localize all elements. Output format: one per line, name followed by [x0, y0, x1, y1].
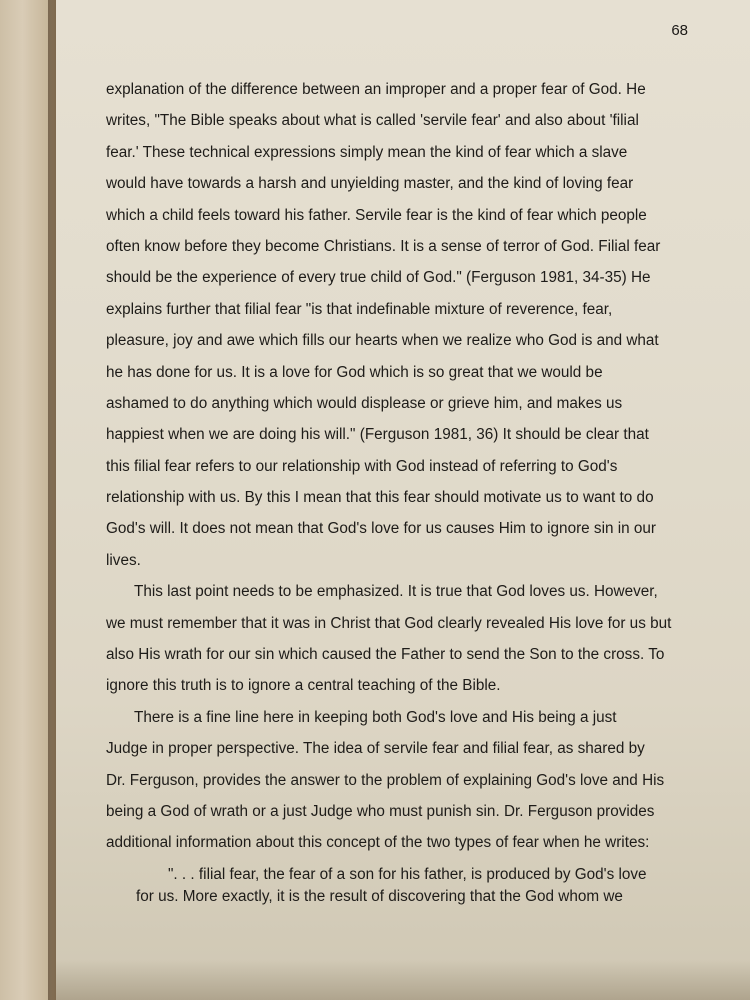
text-line: God's will. It does not mean that God's love for us causes Him to ignore sin in our: [106, 520, 656, 538]
text-line: should be the experience of every true child of God." (Ferguson 1981, 34-35) He: [106, 269, 651, 287]
text-line: he has done for us. It is a love for God which is so great that we would be: [106, 363, 603, 381]
body-text: [106, 74, 696, 859]
text-line: This last point needs to be emphasized. It is true that God loves us. However,: [134, 583, 658, 601]
block-quote: [136, 864, 696, 908]
text-line: ashamed to do anything which would displease or grieve him, and makes us: [106, 394, 623, 412]
text-line: Dr. Ferguson, provides the answer to the problem of explaining God's love and His: [106, 771, 665, 789]
text-line: There is a fine line here in keeping both God's love and His being a just: [134, 708, 617, 726]
text-line: writes, "The Bible speaks about what is called 'servile fear' and also about 'filial: [106, 112, 639, 130]
page-shadow: [56, 960, 750, 1000]
text-line: explanation of the difference between an improper and a proper fear of God. He: [106, 81, 646, 98]
text-line: also His wrath for our sin which caused the Father to send the Son to the cross. To: [106, 646, 665, 664]
page-number: 68: [671, 22, 688, 39]
quote-line: ". . . filial fear, the fear of a son for his father, is produced by God's love: [168, 866, 647, 883]
text-line: often know before they become Christians. It is a sense of terror of God. Filial fear: [106, 237, 661, 255]
text-line: additional information about this concept of the two types of fear when he writes:: [106, 834, 650, 852]
quote-line: for us. More exactly, it is the result of discovering that the God whom we: [136, 888, 623, 905]
text-line: ignore this truth is to ignore a central teaching of the Bible.: [106, 677, 501, 695]
text-line: lives.: [106, 551, 141, 569]
text-line: which a child feels toward his father. Servile fear is the kind of fear which people: [106, 206, 647, 224]
text-line: happiest when we are doing his will." (Ferguson 1981, 36) It should be clear that: [106, 426, 649, 444]
text-line: this filial fear refers to our relationship with God instead of referring to God's: [106, 457, 618, 475]
text-line: fear.' These technical expressions simply mean the kind of fear which a slave: [106, 143, 628, 161]
text-line: pleasure, joy and awe which fills our hearts when we realize who God is and what: [106, 332, 659, 350]
text-line: relationship with us. By this I mean that this fear should motivate us to want to do: [106, 489, 654, 507]
text-line: would have towards a harsh and unyielding master, and the kind of loving fear: [106, 175, 634, 193]
text-line: Judge in proper perspective. The idea of servile fear and filial fear, as shared by: [106, 740, 645, 758]
text-line: we must remember that it was in Christ that God clearly revealed His love for us but: [106, 614, 672, 632]
text-line: being a God of wrath or a just Judge who must punish sin. Dr. Ferguson provides: [106, 802, 655, 820]
text-line: explains further that filial fear "is that indefinable mixture of reverence, fear,: [106, 300, 613, 318]
book-page: [56, 0, 750, 1000]
